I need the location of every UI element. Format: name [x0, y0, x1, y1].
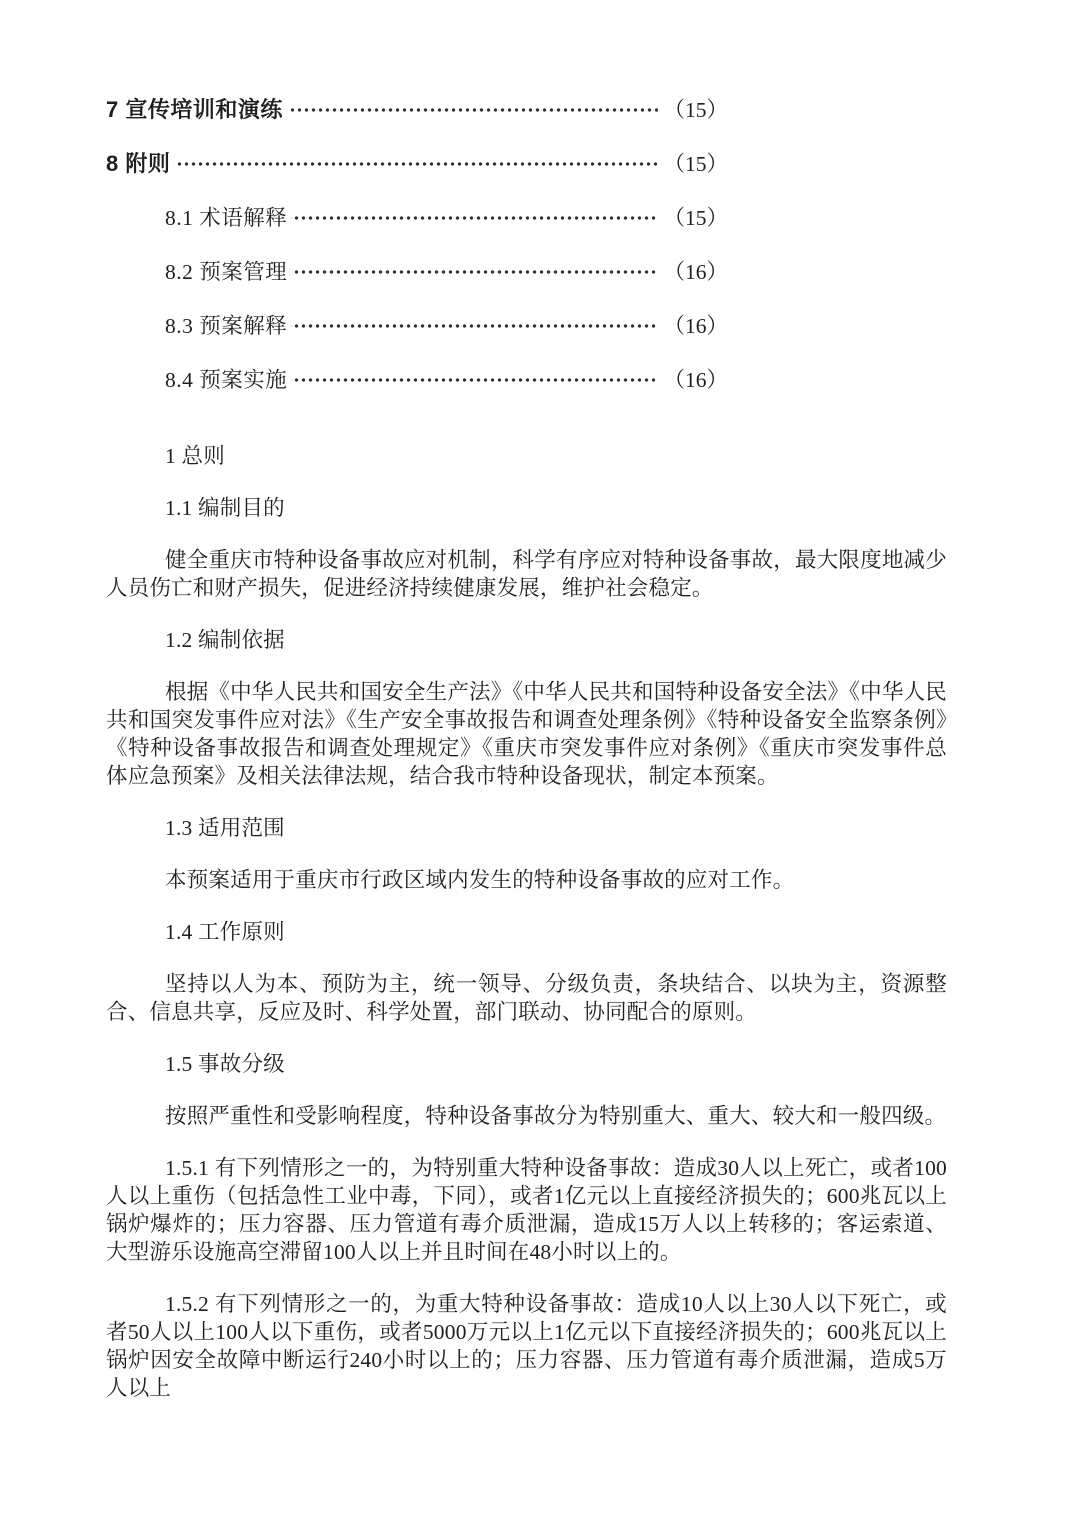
- toc-entry-page: （16）: [663, 368, 728, 392]
- toc-entry-page: （16）: [663, 314, 728, 338]
- toc-entry: [106, 258, 728, 286]
- toc-entry-page: （16）: [663, 260, 728, 284]
- dot-leader: [287, 100, 659, 120]
- dot-leader: [291, 370, 658, 390]
- toc-entry-label: 8.4 预案实施: [165, 368, 288, 392]
- toc-entry-label: 7 宣传培训和演练: [106, 97, 283, 122]
- dot-leader: [291, 262, 658, 282]
- dot-leader: [291, 316, 658, 336]
- paragraph: 健全重庆市特种设备事故应对机制，科学有序应对特种设备事故，最大限度地减少人员伤亡和财产损失，促进经济持续健康发展，维护社会稳定。: [106, 548, 947, 600]
- toc-entry: [106, 312, 728, 340]
- paragraph: 根据《中华人民共和国安全生产法》《中华人民共和国特种设备安全法》《中华人民共和国突发事件应对法》《生产安全事故报告和调查处理条例》《特种设备安全监察条例》《特种设备事故报告和调查处理规定》《重庆市突发事件应对条例》《重庆市突发事件总体应急预案》及相关法律法规，结合我市特种设备现状，制定本预案。: [106, 680, 947, 788]
- subsection-heading: 1.1 编制目的: [165, 496, 285, 520]
- toc-entry: [106, 150, 728, 178]
- dot-leader: [174, 154, 658, 174]
- paragraph: 本预案适用于重庆市行政区域内发生的特种设备事故的应对工作。: [165, 868, 795, 892]
- subsection-heading: 1.4 工作原则: [165, 920, 285, 944]
- dot-leader: [291, 208, 658, 228]
- document-body: [106, 442, 947, 1402]
- paragraph: 1.5.1 有下列情形之一的，为特别重大特种设备事故：造成30人以上死亡，或者100人以上重伤（包括急性工业中毒，下同），或者1亿元以上直接经济损失的；600兆瓦以上锅炉爆炸的；压力容器、压力管道有毒介质泄漏，造成15万人以上转移的；客运索道、大型游乐设施高空滞留100人以上并且时间在48小时以上的。: [106, 1156, 947, 1264]
- toc-entry: [106, 204, 728, 232]
- toc-entry-label: 8.3 预案解释: [165, 314, 288, 338]
- toc-entry-label: 8.2 预案管理: [165, 260, 288, 284]
- toc-entry-label: 8.1 术语解释: [165, 206, 288, 230]
- subsection-heading: 1.3 适用范围: [165, 816, 285, 840]
- section-heading: 1 总则: [165, 444, 225, 468]
- toc-entry: [106, 366, 728, 394]
- subsection-heading: 1.5 事故分级: [165, 1052, 285, 1076]
- toc-entry-page: （15）: [663, 98, 728, 122]
- paragraph: 1.5.2 有下列情形之一的，为重大特种设备事故：造成10人以上30人以下死亡，或者50人以上100人以下重伤，或者5000万元以上1亿元以下直接经济损失的；600兆瓦以上锅炉因安全故障中断运行240小时以上的；压力容器、压力管道有毒介质泄漏，造成5万人以上: [106, 1292, 947, 1400]
- toc-entry-label: 8 附则: [106, 151, 171, 176]
- subsection-heading: 1.2 编制依据: [165, 628, 285, 652]
- toc-entry-page: （15）: [663, 206, 728, 230]
- toc-entry-page: （15）: [663, 152, 728, 176]
- paragraph: 坚持以人为本、预防为主，统一领导、分级负责，条块结合、以块为主，资源整合、信息共享，反应及时、科学处置，部门联动、协同配合的原则。: [106, 972, 947, 1024]
- table-of-contents: [106, 96, 728, 394]
- paragraph: 按照严重性和受影响程度，特种设备事故分为特别重大、重大、较大和一般四级。: [165, 1104, 947, 1128]
- toc-entry: [106, 96, 728, 124]
